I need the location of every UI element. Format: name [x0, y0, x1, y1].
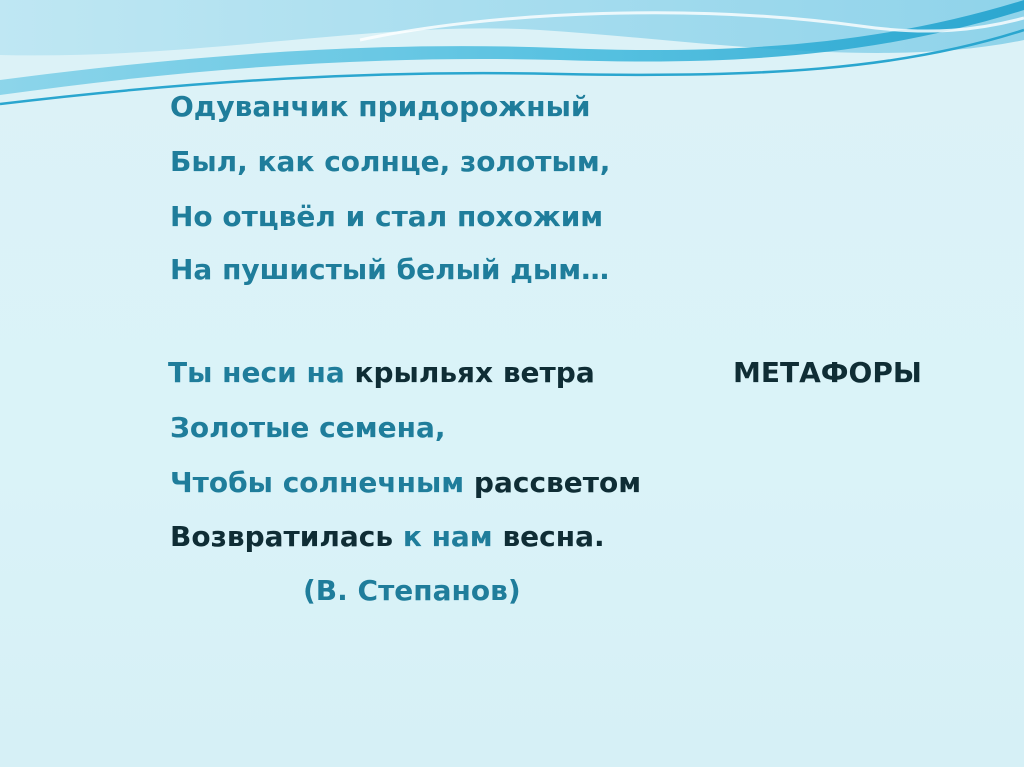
poem-text: На пушистый белый дым… — [170, 253, 610, 286]
poem-line — [170, 466, 641, 500]
poem-text: Золотые семена, — [170, 411, 446, 444]
poem-text: Одуванчик придорожный — [170, 90, 591, 123]
metaphor-label-text: МЕТАФОРЫ — [733, 356, 922, 389]
poem-author — [303, 574, 521, 608]
poem-text: Был, как солнце, золотым, — [170, 145, 611, 178]
poem-line — [170, 253, 609, 287]
poem-text: Ты неси на — [168, 356, 355, 389]
poem-line — [168, 356, 595, 390]
metaphor-text: весна. — [492, 520, 605, 553]
poem-line — [170, 520, 605, 554]
metaphor-text: рассветом — [473, 466, 642, 499]
poem-line — [170, 411, 446, 445]
poem-text: Чтобы солнечным — [170, 466, 474, 499]
metaphor-text: Возвратилась — [170, 520, 403, 553]
poem-text: Но отцвёл и стал похожим — [170, 200, 604, 233]
metaphor-text: крыльях ветра — [354, 356, 595, 389]
metaphor-label — [733, 356, 922, 390]
poem-text: к нам — [402, 520, 493, 553]
poem-line — [170, 90, 591, 124]
author-text: (В. Степанов) — [303, 574, 521, 607]
poem-line — [170, 145, 610, 179]
poem-line — [170, 200, 603, 234]
